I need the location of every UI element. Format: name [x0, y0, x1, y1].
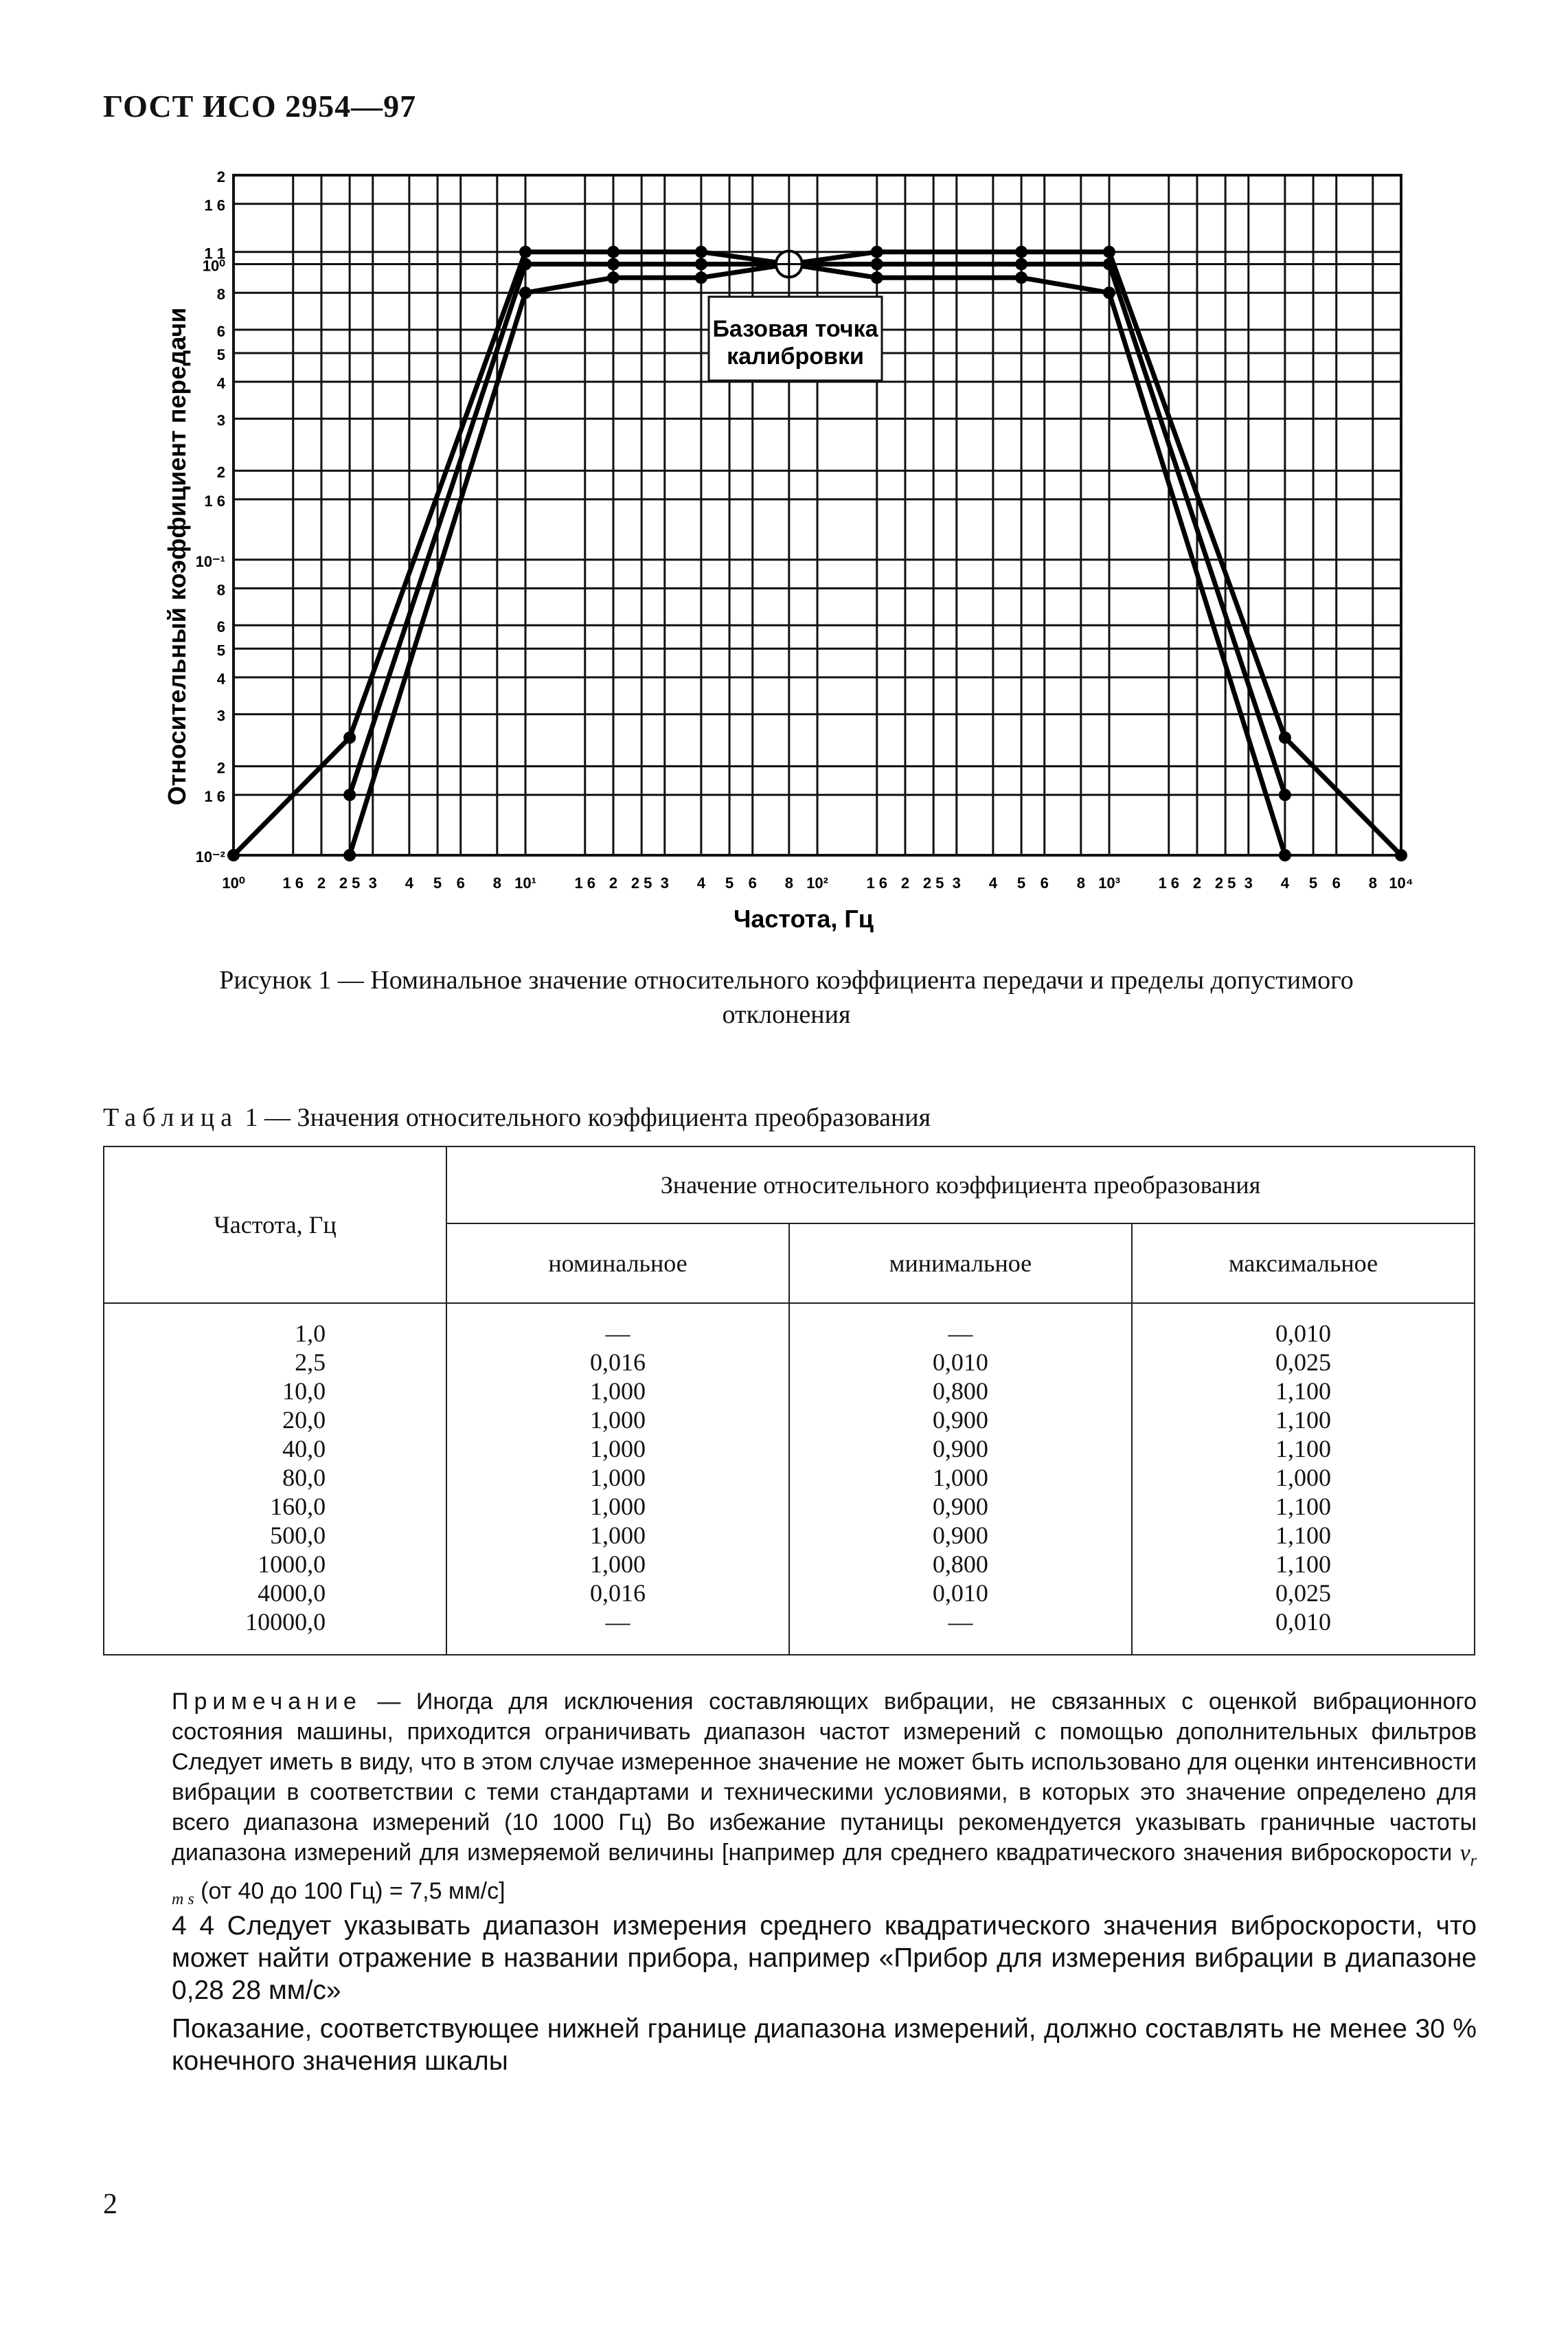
- y-tick-label: 5: [216, 346, 225, 364]
- x-tick-label: 6: [1332, 874, 1341, 892]
- series-point: [1103, 286, 1115, 299]
- table-cell: 0,025: [1275, 1348, 1331, 1376]
- series-point: [871, 258, 883, 271]
- table-cell: 1,100: [1275, 1435, 1331, 1462]
- x-tick-label: 4: [696, 874, 706, 892]
- note-symbol: v: [1459, 1840, 1470, 1866]
- y-tick-label: 3: [216, 707, 225, 725]
- x-tick-label: 2 5: [922, 874, 944, 892]
- header-minimum: минимальное: [789, 1223, 1132, 1303]
- series-point: [227, 849, 240, 861]
- series-point: [1015, 271, 1027, 284]
- table-cell: 0,010: [932, 1579, 988, 1607]
- series-point: [343, 849, 356, 861]
- y-tick-label: 2: [216, 759, 225, 777]
- y-tick-label: 8: [216, 581, 225, 599]
- series-point: [1015, 258, 1027, 271]
- table-cell: 1,000: [590, 1406, 646, 1434]
- x-tick-label: 3: [1244, 874, 1253, 892]
- x-tick-label: 8: [1368, 874, 1377, 892]
- series-point: [607, 258, 620, 271]
- table-title-prefix: Таблица: [103, 1103, 239, 1132]
- x-tick-label: 2 5: [339, 874, 361, 892]
- x-tick-label: 1 6: [866, 874, 888, 892]
- x-tick-label: 8: [784, 874, 793, 892]
- note-paragraph: [172, 1686, 1477, 1914]
- table-cell: 20,0: [282, 1406, 326, 1434]
- table-cell: 0,010: [1275, 1608, 1331, 1636]
- x-tick-label: 4: [405, 874, 414, 892]
- table-cell: 0,016: [590, 1579, 646, 1607]
- note-subscript: r m s: [172, 1851, 1477, 1908]
- series-point: [871, 271, 883, 284]
- y-tick-label: 3: [216, 411, 225, 429]
- x-tick-label: 3: [952, 874, 961, 892]
- x-tick-label: 5: [433, 874, 442, 892]
- header-nominal: номинальное: [446, 1223, 789, 1303]
- table-cell: 4000,0: [258, 1579, 326, 1607]
- annotation-label: Базовая точка калибровки: [712, 316, 878, 370]
- series-point: [1279, 789, 1291, 801]
- table-cell: 160,0: [270, 1493, 326, 1520]
- table-cell: 1,100: [1275, 1493, 1331, 1520]
- x-decade-label: 10²: [806, 874, 828, 892]
- series-point: [519, 246, 532, 258]
- note-text: — Иногда для исключения составляющих вибрации, не связанных с оценкой вибрационного состояния машины, приходится ограничивать диапазон частот измерений с помощью дополнительных фильтров Следует иметь в виду, что в этом случае измеренное значение не может быть использовано для оценки интенсивности вибрации в соответствии с теми стандартами и техническими условиями, в которых это значение определено для всего диапазона измерений (10 1000 Гц) Во избежание путаницы рекомендуется указывать граничные частоты диапазона измерений для измеряемой величины [например для среднего квадратического значения виброскорости: [172, 1688, 1477, 1866]
- table-cell: 40,0: [282, 1435, 326, 1462]
- paragraph-4-4: 4 4 Следует указывать диапазон измерения среднего квадратического значения виброскорости, что может найти отражение в названии прибора, например «Прибор для измерения вибрации в диапазоне 0,28 28 мм/с»: [172, 1911, 1477, 2005]
- table-cell: —: [948, 1608, 973, 1636]
- table-cell: 80,0: [282, 1464, 326, 1491]
- y-tick-label: 10⁻¹: [195, 552, 225, 570]
- series-point: [1279, 849, 1291, 861]
- table-cell: —: [605, 1320, 630, 1347]
- x-tick-label: 6: [456, 874, 465, 892]
- series-point: [871, 246, 883, 258]
- note-text-end: (от 40 до 100 Гц) = 7,5 мм/с]: [194, 1877, 505, 1904]
- x-tick-label: 1 6: [1158, 874, 1180, 892]
- note-label: Примечание: [172, 1688, 362, 1715]
- header-frequency: Частота, Гц: [104, 1146, 446, 1303]
- values-table: [103, 1146, 1475, 1655]
- x-tick-label: 2: [1192, 874, 1202, 892]
- x-axis-title: Частота, Гц: [734, 905, 874, 933]
- table-cell: 10000,0: [245, 1608, 326, 1636]
- series-point: [1395, 849, 1407, 861]
- header-maximum: максимальное: [1132, 1223, 1475, 1303]
- page-number: 2: [103, 2189, 117, 2220]
- table-cell: 500,0: [270, 1522, 326, 1549]
- table-cell: —: [948, 1320, 973, 1347]
- table-cell: 1,000: [1275, 1464, 1331, 1491]
- table-cell: 2,5: [295, 1348, 326, 1376]
- table-cell: 1,000: [590, 1464, 646, 1491]
- y-tick-label: 6: [216, 322, 225, 340]
- figure-caption: Рисунок 1 — Номинальное значение относительного коэффициента передачи и пределы допустимого отклонения: [219, 966, 1354, 1029]
- table-cell: 1,000: [590, 1522, 646, 1549]
- table-title: [103, 1103, 931, 1133]
- table-cell: 1000,0: [258, 1550, 326, 1578]
- table-cell: 0,900: [932, 1522, 988, 1549]
- series-point: [519, 258, 532, 271]
- x-tick-label: 1 6: [282, 874, 304, 892]
- x-tick-label: 5: [1308, 874, 1318, 892]
- transfer-coefficient-chart: [0, 0, 1568, 962]
- table-cell: 0,900: [932, 1406, 988, 1434]
- series-point: [343, 789, 356, 801]
- y-tick-label: 1 6: [204, 788, 225, 806]
- y-tick-label: 1 6: [204, 196, 225, 214]
- table-cell: 0,900: [932, 1435, 988, 1462]
- y-tick-label: 5: [216, 642, 225, 659]
- header-value-group: Значение относительного коэффициента преобразования: [446, 1146, 1475, 1223]
- series-point: [695, 271, 707, 284]
- table-cell: 1,000: [590, 1550, 646, 1578]
- frequency-column: [104, 1304, 446, 1636]
- x-tick-label: 5: [725, 874, 734, 892]
- table-cell: 1,000: [590, 1435, 646, 1462]
- series-point: [1279, 732, 1291, 744]
- y-tick-label: 8: [216, 286, 225, 304]
- series-point: [695, 258, 707, 271]
- x-tick-label: 6: [748, 874, 757, 892]
- x-tick-label: 5: [1016, 874, 1026, 892]
- y-axis-title: Относительный коэффициент передачи: [163, 307, 191, 806]
- table-title-rest: 1 — Значения относительного коэффициента преобразования: [238, 1103, 931, 1132]
- y-tick-label: 1 1: [204, 245, 225, 262]
- y-tick-label: 2: [216, 464, 225, 482]
- y-tick-label: 10⁻²: [195, 848, 225, 866]
- y-tick-label: 6: [216, 618, 225, 636]
- x-tick-label: 2 5: [1214, 874, 1236, 892]
- table-cell: 1,100: [1275, 1406, 1331, 1434]
- series-point: [1015, 246, 1027, 258]
- series-point: [1103, 246, 1115, 258]
- x-decade-label: 10¹: [514, 874, 536, 892]
- nominal-column: [447, 1304, 788, 1636]
- series-point: [607, 246, 620, 258]
- minimum-column: [790, 1304, 1131, 1636]
- maximum-column: [1133, 1304, 1474, 1636]
- x-tick-label: 4: [1280, 874, 1290, 892]
- series-point: [519, 286, 532, 299]
- x-decade-label: 10³: [1098, 874, 1120, 892]
- x-tick-label: 4: [988, 874, 998, 892]
- x-tick-label: 2: [900, 874, 910, 892]
- table-cell: 1,000: [932, 1464, 988, 1491]
- table-cell: 0,900: [932, 1493, 988, 1520]
- y-tick-label: 1 6: [204, 492, 225, 510]
- table-cell: 1,000: [590, 1377, 646, 1405]
- series-point: [607, 271, 620, 284]
- table-cell: 1,0: [295, 1320, 326, 1347]
- table-cell: 1,100: [1275, 1377, 1331, 1405]
- x-tick-label: 2: [317, 874, 326, 892]
- x-decade-label: 10⁰: [222, 874, 245, 892]
- series-point: [695, 246, 707, 258]
- table-cell: 10,0: [282, 1377, 326, 1405]
- x-decade-label: 10⁴: [1389, 874, 1413, 892]
- table-cell: 0,010: [1275, 1320, 1331, 1347]
- y-tick-label: 2: [216, 168, 225, 185]
- x-tick-label: 6: [1040, 874, 1049, 892]
- table-cell: 0,016: [590, 1348, 646, 1376]
- table-cell: 0,025: [1275, 1579, 1331, 1607]
- table-cell: 0,800: [932, 1550, 988, 1578]
- x-tick-label: 1 6: [574, 874, 596, 892]
- table-cell: 1,000: [590, 1493, 646, 1520]
- paragraph-reading: Показание, соответствующее нижней границе диапазона измерений, должно составлять не менее 30 % конечного значения шкалы: [172, 2014, 1477, 2076]
- table-cell: 1,100: [1275, 1522, 1331, 1549]
- y-tick-label: 4: [216, 670, 225, 688]
- table-cell: 0,010: [932, 1348, 988, 1376]
- series-point: [343, 732, 356, 744]
- x-tick-label: 2: [609, 874, 618, 892]
- table-cell: —: [605, 1608, 630, 1636]
- y-tick-label: 10⁰: [202, 257, 225, 275]
- x-tick-label: 2 5: [630, 874, 652, 892]
- x-tick-label: 8: [1076, 874, 1085, 892]
- document-header: ГОСТ ИСО 2954—97: [103, 89, 417, 124]
- table-cell: 0,800: [932, 1377, 988, 1405]
- x-tick-label: 8: [492, 874, 501, 892]
- x-tick-label: 3: [660, 874, 669, 892]
- y-tick-label: 4: [216, 374, 225, 392]
- table-cell: 1,100: [1275, 1550, 1331, 1578]
- x-tick-label: 3: [368, 874, 377, 892]
- series-point: [1103, 258, 1115, 271]
